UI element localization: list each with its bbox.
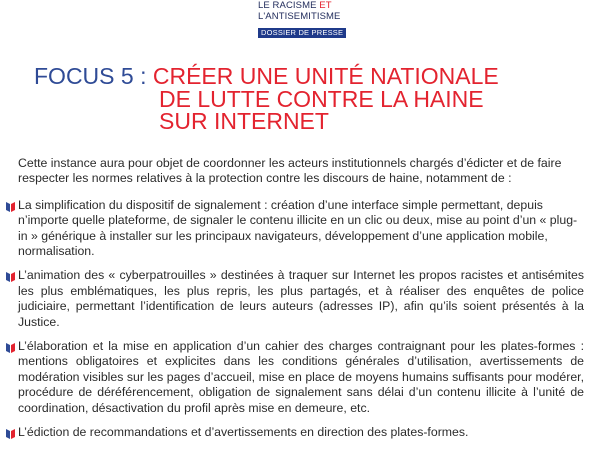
page-title bbox=[34, 65, 574, 133]
list-item-text: La simplification du dispositif de signalement : création d’une interface simple permettant, depuis n’importe quelle plateforme, de signaler le contenu illicite en un clic ou deux, mise au point d’un « plug-in » générique à installer sur les principaux navigateurs, développement d’une application mobile, normalisation. bbox=[18, 197, 578, 259]
title-line-3: SUR INTERNET bbox=[159, 108, 329, 134]
title-line-1: CRÉER UNE UNITÉ NATIONALE bbox=[152, 63, 499, 89]
header-line-racisme bbox=[258, 0, 358, 11]
list-item-text: L’édiction de recommandations et d’avertissements en direction des plates-formes. bbox=[18, 425, 469, 440]
tricolor-flag-bullet-icon bbox=[6, 201, 15, 212]
header-line-antisemitisme: L'ANTISEMITISME bbox=[258, 11, 341, 22]
document-body bbox=[18, 156, 584, 450]
header-text-racisme: LE RACISME bbox=[258, 0, 317, 11]
list-item bbox=[18, 198, 584, 260]
tricolor-flag-bullet-icon bbox=[6, 342, 15, 353]
dossier-de-presse-badge: DOSSIER DE PRESSE bbox=[258, 28, 346, 38]
list-item bbox=[18, 339, 584, 416]
list-item bbox=[18, 425, 584, 440]
title-line-2: DE LUTTE CONTRE LA HAINE bbox=[159, 85, 484, 112]
list-item bbox=[18, 268, 584, 330]
title-focus-label: FOCUS 5 : bbox=[34, 63, 147, 89]
tricolor-flag-bullet-icon bbox=[6, 428, 15, 439]
intro-paragraph: Cette instance aura pour objet de coordonner les acteurs institutionnels chargés d’édicter et de faire respecter les normes relatives à la protection contre les discours de haine, notamment de : bbox=[18, 156, 562, 186]
tricolor-flag-bullet-icon bbox=[6, 271, 15, 282]
list-item-text: L’animation des « cyberpatrouilles » destinées à traquer sur Internet les propos racistes et antisémites les plus emblématiques, les plus repris, les plus partagés, et à réaliser des enquêtes de police judiciaire, permettant l’identification de leurs auteurs (adresses IP), afin qu’ils soient présentés à la Justice. bbox=[18, 268, 584, 329]
list-item-text: L’élaboration et la mise en application d’un cahier des charges contraignant pour les plates-formes : mentions obligatoires et explicites dans les conditions générales d’utilisation, avertissements de modération visibles sur les pages d’accueil, mise en place de moyens humains suffisants pour modérer, procédure de déréférencement, obligation de signalement sans délai d’un contenu illicite à l’unité de coordination, désactivation du profil après mise en demeure, etc. bbox=[18, 339, 584, 415]
header-text-et: ET bbox=[319, 0, 332, 11]
press-kit-header bbox=[258, 0, 358, 40]
